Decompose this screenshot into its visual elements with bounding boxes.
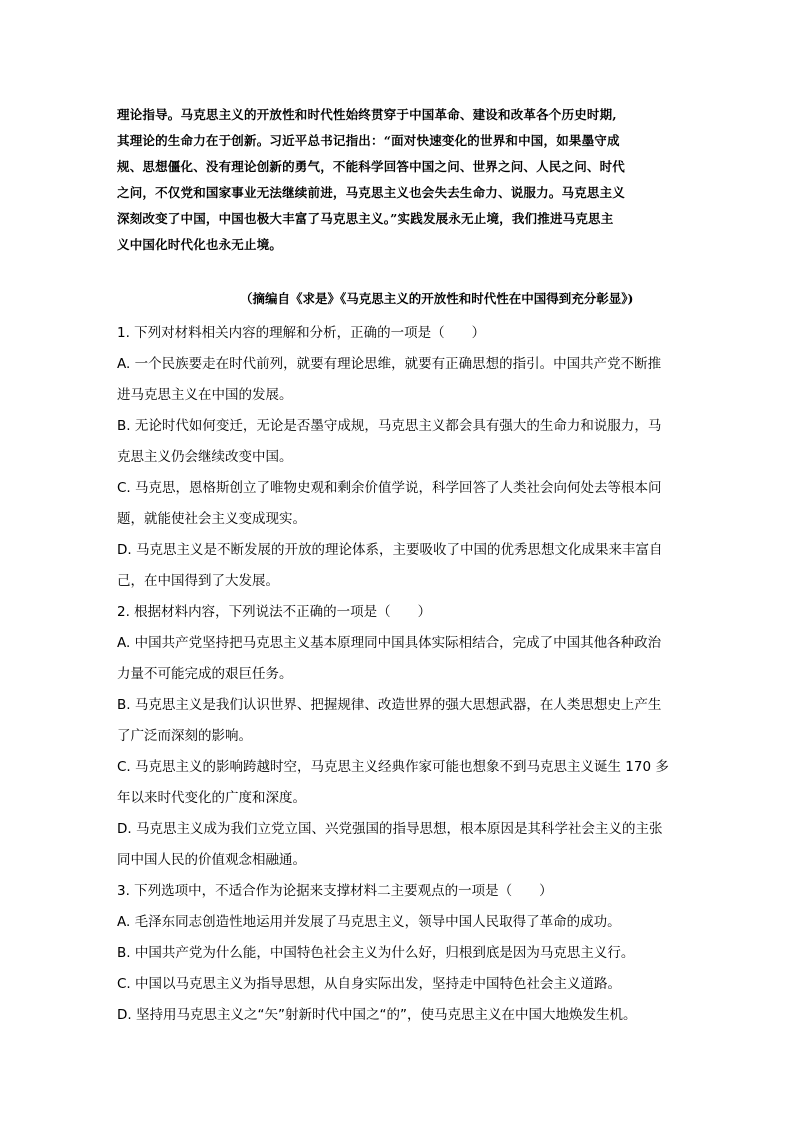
passage-line: 其理论的生命力在于创新。习近平总书记指出：“面对快速变化的世界和中国，如果墨守成	[117, 133, 620, 148]
option-c-line: 题，就能使社会主义变成现实。	[117, 511, 306, 527]
question-2	[117, 597, 685, 876]
question-list	[117, 318, 685, 1031]
question-stem: 2. 根据材料内容，下列说法不正确的一项是（ ）	[117, 604, 432, 620]
passage-line: 深刻改变了中国，中国也极大丰富了马克思主义。”实践发展永无止境，我们推进马克思主	[117, 211, 614, 226]
option-b-line: B. 中国共产党为什么能，中国特色社会主义为什么好，归根到底是因为马克思主义行。	[117, 945, 635, 961]
option-d-line: D. 坚持用马克思主义之“矢”射新时代中国之“的”，使马克思主义在中国大地焕发生机。	[117, 1007, 637, 1023]
option-a-line: A. 中国共产党坚持把马克思主义基本原理同中国具体实际相结合，完成了中国其他各种政治	[117, 635, 662, 651]
question-3	[117, 876, 685, 1031]
option-c-line: C. 马克思，恩格斯创立了唯物史观和剩余价值学说，科学回答了人类社会向何处去等根本问	[117, 480, 662, 496]
option-a-line: A. 毛泽东同志创造性地运用并发展了马克思主义，领导中国人民取得了革命的成功。	[117, 914, 621, 930]
option-a-line: 力量不可能完成的艰巨任务。	[117, 666, 293, 682]
passage-line: 规、思想僵化、没有理论创新的勇气，不能科学回答中国之问、世界之问、人民之问、时代	[117, 159, 626, 174]
option-d-line: 同中国人民的价值观念相融通。	[117, 852, 306, 868]
option-c-line: C. 中国以马克思主义为指导思想，从自身实际出发，坚持走中国特色社会主义道路。	[117, 976, 622, 992]
option-d-line: D. 马克思主义是不断发展的开放的理论体系，主要吸收了中国的优秀思想文化成果来丰富自	[117, 542, 663, 558]
option-c-line: C. 马克思主义的影响跨越时空，马克思主义经典作家可能也想象不到马克思主义诞生 170 多	[117, 759, 669, 775]
passage-source: （摘编自《求是》《马克思主义的开放性和时代性在中国得到充分彰显》)	[240, 291, 634, 306]
option-b-line: B. 无论时代如何变迁，无论是否墨守成规，马克思主义都会具有强大的生命力和说服力，马	[117, 418, 662, 434]
passage-line: 之问，不仅党和国家事业无法继续前进，马克思主义也会失去生命力、说服力。马克思主义	[117, 185, 626, 200]
question-1	[117, 318, 685, 597]
option-c-line: 年以来时代变化的广度和深度。	[117, 790, 306, 806]
option-b-line: 了广泛而深刻的影响。	[117, 728, 252, 744]
question-stem: 1. 下列对材料相关内容的理解和分析，正确的一项是（ ）	[117, 325, 486, 341]
option-b-line: B. 马克思主义是我们认识世界、把握规律、改造世界的强大思想武器，在人类思想史上产生	[117, 697, 662, 713]
question-stem: 3. 下列选项中，不适合作为论据来支撑材料二主要观点的一项是（ ）	[117, 883, 553, 899]
option-d-line: 己，在中国得到了大发展。	[117, 573, 279, 589]
option-a-line: 进马克思主义在中国的发展。	[117, 387, 293, 403]
passage-line: 义中国化时代化也永无止境。	[117, 237, 283, 252]
option-a-line: A. 一个民族要走在时代前列，就要有理论思维，就要有正确思想的指引。中国共产党不断推	[117, 356, 662, 372]
option-b-line: 克思主义仍会继续改变中国。	[117, 449, 293, 465]
passage-line: 理论指导。马克思主义的开放性和时代性始终贯穿于中国革命、建设和改革各个历史时期,	[117, 107, 617, 122]
option-d-line: D. 马克思主义成为我们立党立国、兴党强国的指导思想，根本原因是其科学社会主义的主张	[117, 821, 663, 837]
passage-text	[117, 102, 677, 258]
